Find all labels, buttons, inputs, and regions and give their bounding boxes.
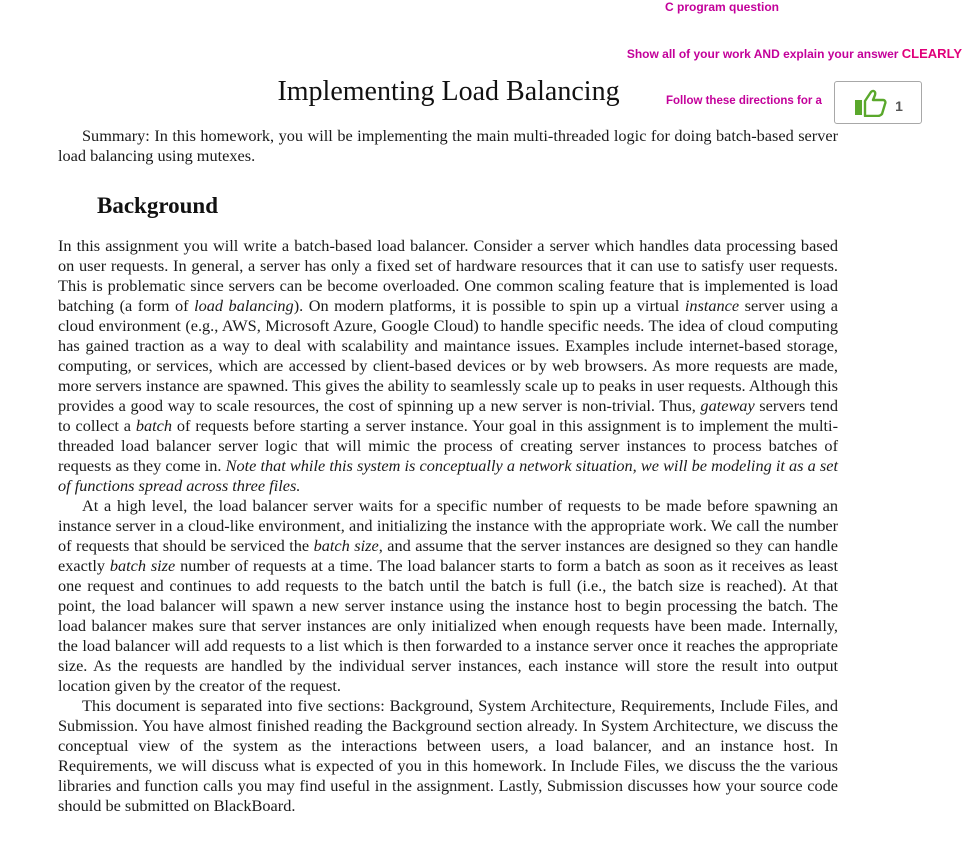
question-title: C program question [665,0,780,14]
directions-text: Follow these directions for a [666,95,822,107]
instructions-text: Show all of your work AND explain your answer [626,47,899,61]
summary [58,126,838,166]
background-body [58,236,838,816]
paragraph-1: In this assignment you will write a batch-based load balancer. Consider a server which handles data processing based on user requests. In general, a server has only a fixed set of hardware resources that it can use to satisfy user requests. This is problematic since servers can be become overloaded. One common scaling feature that is implemented is load batching (a form of load balancing). On modern platforms, it is possible to spin up a virtual instance server using a cloud environment (e.g., AWS, Microsoft Azure, Google Cloud) to handle specific needs. The idea of cloud computing has gained traction as a way to deal with scalability and maintance issues. Examples include internet-based storage, computing, or services, which are accessed by client-based devices or by web browsers. As more requests are made, more servers instance are spawned. This gives the ability to seamlessly scale up to peaks in user requests. Although this provides a good way to scale resources, the cost of spinning up a new server is non-trivial. Thus, gateway servers tend to collect a batch of requests before starting a server instance. Your goal in this assignment is to implement the multi-threaded load balancer server logic that will mimic the process of creating server instances to process batches of requests as they come in. Note that while this system is conceptually a network situation, we will be modeling it as a set of functions spread across three files. [58,236,838,495]
section-heading: Background [97,193,219,218]
paragraph-2: At a high level, the load balancer server waits for a specific number of requests to be made before spawning an instance server in a cloud-like environment, and initializing the instance with the appropriate work. We call the number of requests that should be serviced the batch size, and assume that the server instances are designed so they can handle exactly batch size number of requests at a time. The load balancer starts to form a batch as soon as it receives as least one request and continues to add requests to the batch until the batch is full (i.e., the batch size is reached). At that point, the load balancer will spawn a new server instance using the instance host to begin processing the batch. The load balancer makes sure that server instances are only initialized when enough requests have been made. Internally, the load balancer will add requests to a list which is then forwarded to a instance server once it reaches the appropriate size. As the requests are handled by the individual server instances, each instance will store the result into output location given by the creator of the request. [58,496,839,695]
paragraph-3: This document is separated into five sections: Background, System Architecture, Requirements, Include Files, and Submission. You have almost finished reading the Background section already. In System Architecture, we discuss the conceptual view of the system as the interactions between users, a load balancer, and an instance host. In Requirements, we will discuss what is expected of you in this homework. In Include Files, we discuss the the various libraries and function calls you may find useful in the assignment. Lastly, Submission discusses how your source code should be submitted on BlackBoard. [58,696,838,815]
instructions [627,46,962,61]
document-title: Implementing Load Balancing [277,76,620,107]
like-count: 1 [895,97,903,114]
summary-text: Summary: In this homework, you will be implementing the main multi-threaded logic for doing batch-based server load balancing using mutexes. [58,126,838,165]
instructions-emphasis: CLEARLY [901,46,962,61]
